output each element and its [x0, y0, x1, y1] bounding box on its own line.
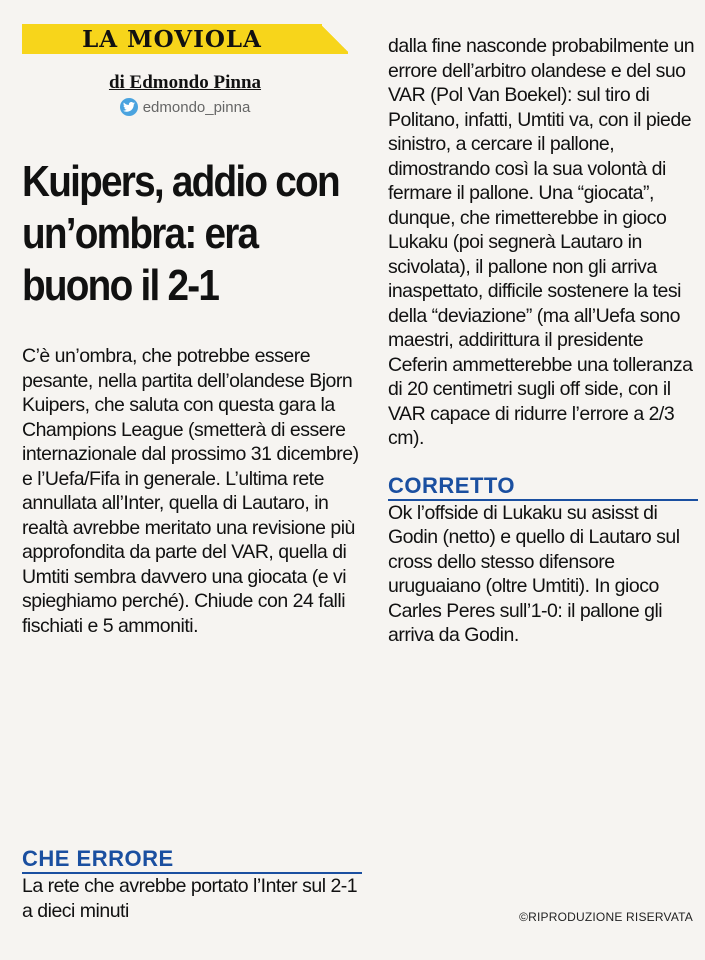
section-che-errore [22, 846, 362, 923]
right-column [388, 34, 698, 648]
section-corretto [388, 473, 698, 648]
twitter-handle: edmondo_pinna [142, 98, 251, 116]
twitter-bird-icon [120, 98, 138, 116]
rubric-banner [22, 24, 348, 60]
lead-paragraph: C’è un’ombra, che potrebbe essere pesante, nella partita dell’olandese Bjorn Kuipers, che saluta con questa gara la Champions League (smetterà di essere internazionale dal prossimo 31 dicembre) e l’Uefa/Fifa in generale. L’ultima rete annullata all’Inter, quella di Lautaro, in realtà avrebbe meritato una revisione più approfondita da parte del VAR, quella di Umtiti sembra davvero una giocata (e vi spieghiamo perché). Chiude con 24 falli fischiati e 5 ammoniti. [22, 345, 359, 637]
copyright-credit: ©RIPRODUZIONE RISERVATA [519, 910, 693, 924]
section-heading-che-errore: CHE ERRORE [22, 846, 362, 874]
section-text-che-errore-continued: dalla fine nasconde probabilmente un errore dell’arbitro olandese e del suo VAR (Pol Van Boekel): sul tiro di Politano, infatti, Umtiti va, con il piede sinistro, a cercare il pallone, dimostrando così la sua volontà di fermare il pallone. Una “giocata”, dunque, che rimetterebbe in gioco Lukaku (poi segnerà Lautaro in scivolata), il pallone non gli arriva inaspettato, difficile sostenere la tesi della “deviazione” (ma all’Uefa sono maestri, addirittura il presidente Ceferin ammetterebbe una tolleranza di 20 centimetri sugli off side, con il VAR capace di ridurre l’errore a 2/3 cm). [388, 35, 695, 449]
author-byline: di Edmondo Pinna [108, 72, 262, 93]
section-text-corretto: Ok l’offside di Lukaku su asisst di Godin (netto) e quello di Lautaro sul cross dello stesso difensore uruguaiano (oltre Umtiti). In gioco Carles Peres sull’1-0: il pallone gli arriva da Godin. [388, 501, 680, 646]
headline: Kuipers, addio con un’ombra: era buono il 2-1 [22, 157, 339, 310]
left-column [22, 24, 359, 922]
section-heading-corretto: CORRETTO [388, 473, 698, 501]
rubric-fold-corner [322, 24, 348, 54]
section-text-che-errore-start: La rete che avrebbe portato l’Inter sul 2-1 a dieci minuti [22, 875, 358, 922]
twitter-handle-row [22, 98, 348, 116]
rubric-label: LA MOVIOLA [22, 24, 322, 54]
